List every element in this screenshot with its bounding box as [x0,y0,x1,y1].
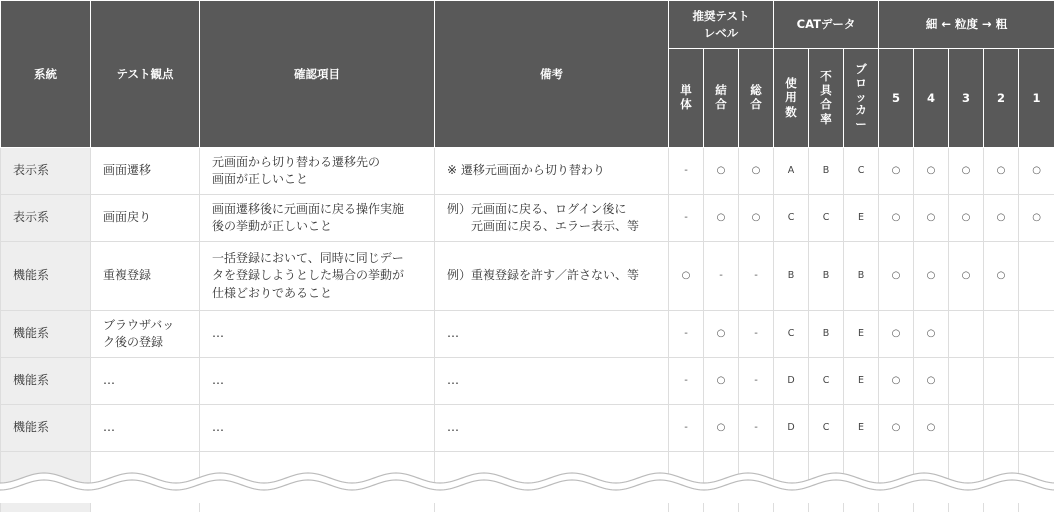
header-check-item: 確認項目 [200,1,435,148]
cell-level-mark-0: ○ [669,242,704,311]
header-cat-usage: 使用数 [774,49,809,148]
cell-cat-rank-0: D [774,405,809,452]
table-row [1,195,1054,242]
header-level-integration: 結合 [704,49,739,148]
cell-system: 表示系 [1,148,91,195]
cell-system: 表示系 [1,195,91,242]
table-row [1,311,1054,358]
table-row [1,148,1054,195]
cell-level-mark-1: ○ [704,148,739,195]
cell-cat-rank-1: B [809,242,844,311]
cell-cat-rank-2: E [844,311,879,358]
cell-grain-mark-2: ○ [949,242,984,311]
cell-grain-mark-1: ○ [914,311,949,358]
cell-grain-mark-4 [1019,311,1054,358]
cell-grain-mark-0: ○ [879,405,914,452]
cell-remarks: … [435,311,669,358]
cell-check-item: 元画面から切り替わる遷移先の 画面が正しいこと [200,148,435,195]
header-grain-2: 2 [984,49,1019,148]
cell-viewpoint: 画面戻り [91,195,200,242]
cell-viewpoint: … [91,358,200,405]
cell-grain-mark-4: ○ [1019,148,1054,195]
table-row [1,242,1054,311]
header-cat-blocker: ブロッカー [844,49,879,148]
cell-cat-rank-1: C [809,195,844,242]
cell-cat-rank-0: C [774,195,809,242]
cell-remarks: … [435,405,669,452]
cell-grain-mark-1: ○ [914,148,949,195]
cell-level-mark-2: - [739,311,774,358]
cell-check-item: … [200,405,435,452]
cell-level-mark-1: ○ [704,358,739,405]
cell-level-mark-0: - [669,195,704,242]
cell-remarks: … [435,358,669,405]
cell-cat-rank-2: E [844,405,879,452]
cell-grain-mark-1: ○ [914,358,949,405]
cell-grain-mark-2 [949,311,984,358]
cell-viewpoint: 重複登録 [91,242,200,311]
cell-cat-rank-0: C [774,311,809,358]
cell-level-mark-1: ○ [704,311,739,358]
table-row [1,358,1054,405]
header-grain-3: 3 [949,49,984,148]
cell-grain-mark-0: ○ [879,195,914,242]
cell-cat-rank-1: B [809,148,844,195]
cell-cat-rank-2: B [844,242,879,311]
header-cat-data: CATデータ [774,1,879,49]
header-system: 系統 [1,1,91,148]
cell-level-mark-0: - [669,311,704,358]
cell-grain-mark-0: ○ [879,358,914,405]
cell-grain-mark-2 [949,405,984,452]
header-cat-defect-rate: 不具合率 [809,49,844,148]
cell-cat-rank-1: C [809,358,844,405]
cell-level-mark-2: - [739,358,774,405]
cell-grain-mark-3 [984,358,1019,405]
cell-check-item: … [200,358,435,405]
table-body [1,148,1054,512]
cell-remarks: ※ 遷移元画面から切り替わり [435,148,669,195]
header-level-unit: 単体 [669,49,704,148]
cell-check-item: 画面遷移後に元画面に戻る操作実施 後の挙動が正しいこと [200,195,435,242]
cell-grain-mark-4 [1019,242,1054,311]
cell-grain-mark-2 [949,358,984,405]
cell-grain-mark-4 [1019,405,1054,452]
cell-cat-rank-2: E [844,358,879,405]
cell-grain-mark-4 [1019,358,1054,405]
cell-grain-mark-0: ○ [879,242,914,311]
header-granularity: 細 ← 粒度 → 粗 [879,1,1054,49]
cell-level-mark-0: - [669,405,704,452]
cell-grain-mark-3 [984,311,1019,358]
cell-grain-mark-4: ○ [1019,195,1054,242]
cell-level-mark-1: ○ [704,195,739,242]
cell-grain-mark-1: ○ [914,242,949,311]
table-row [1,405,1054,452]
cell-grain-mark-1: ○ [914,195,949,242]
cell-level-mark-2: - [739,242,774,311]
cell-remarks: 例）元画面に戻る、ログイン後に 元画面に戻る、エラー表示、等 [435,195,669,242]
cell-check-item: … [200,311,435,358]
table-header [1,1,1054,148]
cell-grain-mark-2: ○ [949,195,984,242]
cell-system: 機能系 [1,358,91,405]
cell-cat-rank-0: D [774,358,809,405]
cell-level-mark-1: - [704,242,739,311]
cell-viewpoint: ブラウザバッ ク後の登録 [91,311,200,358]
cell-system: 機能系 [1,242,91,311]
cell-check-item: 一括登録において、同時に同じデー タを登録しようとした場合の挙動が 仕様どおりであること [200,242,435,311]
cell-grain-mark-3: ○ [984,242,1019,311]
cell-system: 機能系 [1,405,91,452]
cell-level-mark-1: ○ [704,405,739,452]
cell-level-mark-0: - [669,148,704,195]
cell-level-mark-2: ○ [739,148,774,195]
header-remarks: 備考 [435,1,669,148]
cell-cat-rank-0: B [774,242,809,311]
cell-grain-mark-3: ○ [984,148,1019,195]
cell-cat-rank-0: A [774,148,809,195]
header-viewpoint: テスト観点 [91,1,200,148]
cell-viewpoint: … [91,405,200,452]
cell-cat-rank-1: C [809,405,844,452]
cell-level-mark-0: - [669,358,704,405]
header-grain-4: 4 [914,49,949,148]
cell-remarks: 例）重複登録を許す／許さない、等 [435,242,669,311]
header-recommended-level: 推奨テスト レベル [669,1,774,49]
cell-level-mark-2: ○ [739,195,774,242]
cell-viewpoint: 画面遷移 [91,148,200,195]
cell-grain-mark-3: ○ [984,195,1019,242]
cell-grain-mark-3 [984,405,1019,452]
header-grain-1: 1 [1019,49,1054,148]
cell-grain-mark-0: ○ [879,148,914,195]
cell-grain-mark-1: ○ [914,405,949,452]
header-level-system: 総合 [739,49,774,148]
cell-system: 機能系 [1,311,91,358]
header-grain-5: 5 [879,49,914,148]
cell-cat-rank-2: E [844,195,879,242]
cell-level-mark-2: - [739,405,774,452]
wavy-cutoff-divider [0,468,1054,503]
cell-cat-rank-1: B [809,311,844,358]
cell-grain-mark-0: ○ [879,311,914,358]
cell-cat-rank-2: C [844,148,879,195]
cell-grain-mark-2: ○ [949,148,984,195]
